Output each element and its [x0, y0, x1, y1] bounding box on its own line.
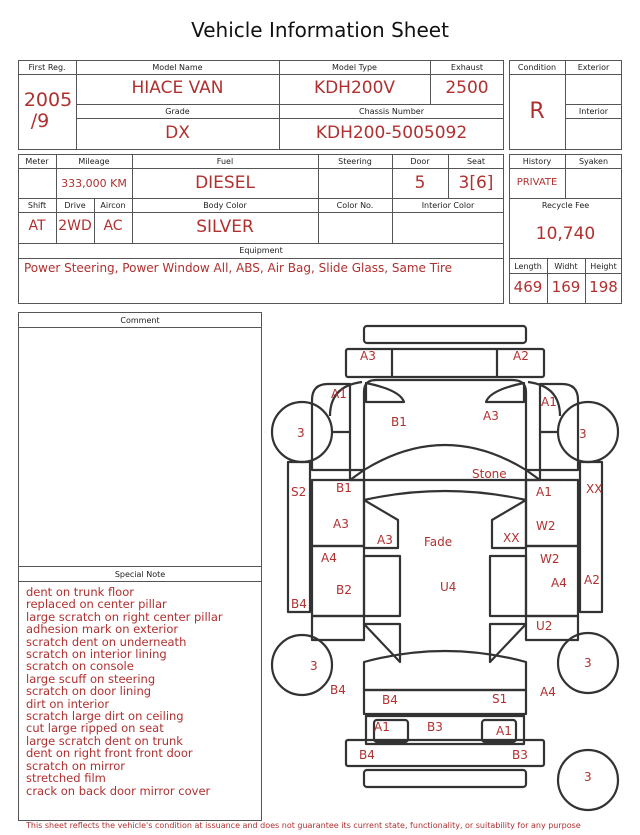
door-value: 5	[414, 173, 426, 193]
model-name-label: Model Name	[152, 63, 203, 72]
height-label: Height	[590, 262, 617, 271]
drive-value: 2WD	[58, 218, 92, 234]
damage-mark: A1	[496, 724, 512, 738]
mileage-value: 333,000 KM	[61, 177, 127, 190]
note-item: scratch on mirror	[26, 758, 126, 773]
damage-mark: 3	[584, 656, 592, 670]
damage-mark: XX	[503, 531, 520, 545]
disclaimer: This sheet reflects the vehicle's condition at issuance and does not guarantee its current state, functionality, or suitability for any purpose	[26, 821, 581, 830]
special-note-list	[26, 586, 223, 797]
damage-mark: Stone	[472, 467, 507, 481]
note-item: replaced on center pillar	[26, 597, 167, 612]
damage-mark: 3	[579, 427, 587, 441]
damage-mark: B1	[336, 481, 352, 495]
note-item: scratch large dirt on ceiling	[26, 709, 184, 724]
damage-mark: B1	[391, 415, 407, 429]
note-item: scratch dent on underneath	[26, 634, 187, 649]
length-value: 469	[513, 278, 543, 296]
body-color-value: SILVER	[196, 217, 254, 237]
damage-mark: 3	[310, 659, 318, 673]
damage-mark: A3	[483, 409, 499, 423]
shift-value: AT	[28, 218, 46, 234]
damage-mark: W2	[536, 519, 556, 533]
grade-label: Grade	[165, 107, 190, 116]
syaken-label: Syaken	[578, 157, 609, 166]
exhaust-label: Exhaust	[450, 63, 484, 72]
drive-label: Drive	[64, 201, 86, 210]
interior-label: Interior	[578, 107, 609, 116]
model-type-value: KDH200V	[313, 78, 396, 98]
recycle-fee-label: Recycle Fee	[541, 201, 590, 210]
model-type-label: Model Type	[332, 63, 377, 72]
mileage-label: Mileage	[78, 157, 110, 166]
damage-mark: B4	[382, 693, 398, 707]
damage-mark: B3	[427, 720, 443, 734]
interior-color-label: Interior Color	[421, 201, 475, 210]
note-item: large scratch dent on trunk	[26, 733, 183, 748]
damage-mark: B3	[512, 748, 528, 762]
length-label: Length	[514, 262, 542, 271]
note-item: stretched film	[26, 771, 106, 786]
chassis-value: KDH200-5005092	[315, 123, 468, 143]
note-item: scratch on console	[26, 659, 134, 674]
note-item: cut large ripped on seat	[26, 721, 164, 736]
aircon-label: Aircon	[100, 201, 126, 210]
damage-mark: U4	[440, 580, 457, 594]
damage-mark: A4	[551, 576, 567, 590]
width-value: 169	[551, 278, 581, 296]
chassis-label: Chassis Number	[359, 107, 424, 116]
note-item: dent on right front front door	[26, 746, 193, 761]
recycle-fee-value: 10,740	[535, 224, 596, 244]
damage-mark: W2	[540, 552, 560, 566]
width-label: Widht	[554, 262, 578, 271]
model-name-value: HIACE VAN	[131, 78, 224, 98]
note-item: dent on trunk floor	[26, 585, 134, 599]
damage-mark: A1	[541, 395, 557, 409]
fuel-label: Fuel	[216, 157, 234, 166]
damage-mark: Fade	[424, 535, 453, 549]
note-item: scratch on door lining	[26, 684, 152, 699]
damage-mark: 3	[297, 426, 305, 440]
history-label: History	[522, 157, 552, 166]
meter-label: Meter	[25, 157, 49, 166]
damage-mark: A1	[331, 387, 347, 401]
damage-mark: XX	[586, 482, 603, 496]
damage-mark: A2	[584, 573, 600, 587]
note-item: dirt on interior	[26, 696, 110, 711]
damage-mark: S1	[492, 692, 508, 706]
shift-label: Shift	[27, 201, 47, 210]
aircon-value: AC	[103, 218, 123, 234]
note-item: large scuff on steering	[26, 671, 156, 686]
damage-mark: A2	[513, 349, 529, 363]
damage-mark: B4	[291, 597, 307, 611]
color-no-label: Color No.	[336, 201, 374, 210]
damage-mark: A4	[321, 551, 337, 565]
first-reg-label: First Reg.	[28, 63, 66, 72]
damage-mark: A3	[360, 349, 376, 363]
note-item: adhesion mark on exterior	[26, 622, 179, 637]
damage-mark: 3	[584, 770, 592, 784]
condition-label: Condition	[517, 63, 557, 72]
note-item: crack on back door mirror cover	[26, 783, 211, 798]
damage-mark: A3	[333, 517, 349, 531]
special-note-label: Special Note	[114, 570, 166, 579]
equipment-label: Equipment	[239, 246, 283, 255]
exterior-label: Exterior	[577, 63, 610, 72]
damage-mark: A3	[377, 533, 393, 547]
first-reg-year: 2005	[23, 89, 73, 111]
damage-mark: B2	[336, 583, 352, 597]
damage-mark: B4	[330, 683, 346, 697]
damage-mark: S2	[291, 485, 307, 499]
seat-label: Seat	[466, 157, 486, 166]
history-value: PRIVATE	[516, 177, 558, 188]
fuel-value: DIESEL	[195, 173, 255, 193]
first-reg-month: /9	[30, 110, 50, 132]
vehicle-diagram	[268, 318, 630, 818]
damage-mark: A1	[536, 485, 552, 499]
damage-mark: A1	[374, 720, 390, 734]
note-item: scratch on interior lining	[26, 647, 167, 662]
body-color-label: Body Color	[203, 201, 247, 210]
equipment-value: Power Steering, Power Window All, ABS, Air Bag, Slide Glass, Same Tire	[24, 261, 453, 275]
comment-label: Comment	[120, 316, 160, 325]
condition-value: R	[529, 99, 545, 124]
damage-mark: U2	[536, 619, 553, 633]
door-label: Door	[410, 157, 430, 166]
exhaust-value: 2500	[445, 78, 489, 98]
note-item: large scratch on right center pillar	[26, 609, 223, 624]
damage-mark: A4	[540, 685, 556, 699]
grade-value: DX	[165, 123, 190, 143]
height-value: 198	[589, 278, 618, 296]
page-title: Vehicle Information Sheet	[191, 18, 449, 42]
damage-mark: B4	[359, 748, 375, 762]
seat-value: 3[6]	[458, 173, 494, 193]
steering-label: Steering	[338, 157, 372, 166]
